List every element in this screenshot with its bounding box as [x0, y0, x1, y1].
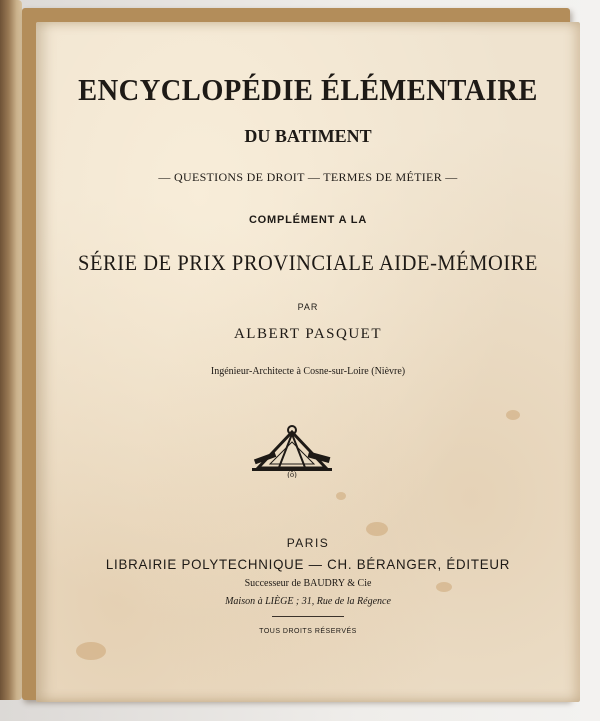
publisher-branch: Maison à LIÈGE ; 31, Rue de la Régence	[225, 596, 391, 607]
publisher-successor: Successeur de BAUDRY & Cie	[244, 578, 372, 589]
book-subtitle: DU BATIMENT	[244, 126, 372, 146]
publication-city: PARIS	[286, 536, 330, 550]
title-page	[36, 22, 580, 702]
rights-notice: TOUS DROITS RÉSERVÉS	[259, 628, 357, 635]
author-name: ALBERT PASQUET	[233, 326, 383, 342]
series-title: SÉRIE DE PRIX PROVINCIALE AIDE-MÉMOIRE	[78, 250, 538, 275]
foxing-spot	[336, 492, 346, 500]
book-cover-edge	[0, 0, 22, 700]
by-line: PAR	[297, 302, 319, 312]
complement-line: COMPLÉMENT A LA	[248, 214, 368, 226]
book-title: ENCYCLOPÉDIE ÉLÉMENTAIRE	[78, 72, 538, 107]
foxing-spot	[76, 642, 106, 660]
book-topics: — QUESTIONS DE DROIT — TERMES DE MÉTIER —	[158, 170, 458, 184]
divider-rule	[272, 616, 344, 617]
author-role: Ingénieur-Architecte à Cosne-sur-Loire (Nièvre)	[210, 366, 406, 377]
foxing-spot	[366, 522, 388, 536]
publisher-name: LIBRAIRIE POLYTECHNIQUE — CH. BÉRANGER, ÉDITEUR	[105, 556, 511, 572]
emblem-mark: (ô)	[287, 470, 297, 478]
foxing-spot	[506, 410, 520, 420]
architect-tools-emblem-icon	[252, 424, 332, 478]
book-page-block	[22, 8, 570, 700]
